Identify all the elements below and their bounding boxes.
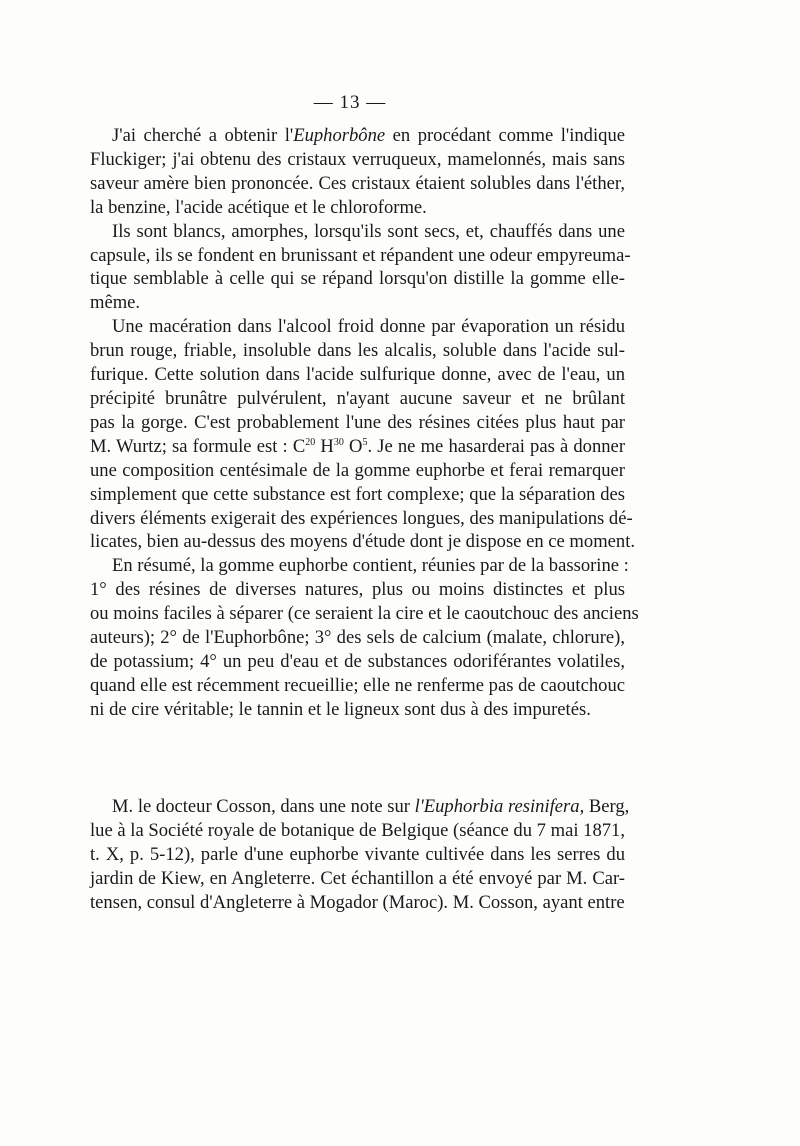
- text-line: auteurs); 2° de l'Euphorbône; 3° des sels de calcium (malate, chlorure),: [90, 627, 625, 649]
- text-line: brun rouge, friable, insoluble dans les alcalis, soluble dans l'acide sul-: [90, 340, 625, 362]
- text-line: M. Wurtz; sa formule est : $C^{20}$ $H^{30}$ $O^5$. Je ne me hasarderai pas à donner: [90, 435, 626, 457]
- text-line: ou moins faciles à séparer (ce seraient la cire et le caoutchouc des anciens: [90, 603, 639, 625]
- text-line: licates, bien au-dessus des moyens d'étude dont je dispose en ce moment.: [90, 531, 636, 553]
- text-line: capsule, ils se fondent en brunissant et répandent une odeur empyreuma-: [90, 244, 631, 266]
- paragraph: [90, 315, 636, 554]
- text-line: même.: [90, 292, 141, 314]
- text-block-top: [90, 124, 639, 722]
- paragraph: [90, 554, 639, 721]
- superscript: 20: [305, 436, 316, 448]
- text-line: Ils sont blancs, amorphes, lorsqu'ils sont secs, et, chauffés dans une: [112, 220, 625, 242]
- paragraph: [90, 124, 625, 220]
- page-number: — 13 —: [313, 92, 387, 113]
- text-line: 1° des résines de diverses natures, plus ou moins distinctes et plus: [90, 579, 625, 601]
- paragraph: [90, 795, 630, 915]
- text-line: de potassium; 4° un peu d'eau et de substances odoriférantes volatiles,: [90, 650, 625, 672]
- text-line: Une macération dans l'alcool froid donne par évaporation un résidu: [112, 316, 625, 338]
- text-line: simplement que cette substance est fort complexe; que la séparation des: [90, 483, 625, 505]
- text-line: tique semblable à celle qui se répand lorsqu'on distille la gomme elle-: [90, 268, 625, 290]
- text-block-bottom: [90, 795, 630, 915]
- text-line: En résumé, la gomme euphorbe contient, réunies par de la bassorine :: [112, 555, 629, 577]
- text-line: divers éléments exigerait des expériences longues, des manipulations dé-: [90, 507, 633, 529]
- text-line: Fluckiger; j'ai obtenu des cristaux verruqueux, mamelonnés, mais sans: [90, 148, 625, 170]
- text-line: jardin de Kiew, en Angleterre. Cet échantillon a été envoyé par M. Car-: [90, 867, 625, 889]
- text-line: furique. Cette solution dans l'acide sulfurique donne, avec de l'eau, un: [90, 364, 625, 386]
- text-line: M. le docteur Cosson, dans une note sur l'Euphorbia resinifera, Berg,: [112, 796, 630, 817]
- text-line: pas la gorge. C'est probablement l'une des résines citées plus haut par: [90, 411, 625, 433]
- text-line: ni de cire véritable; le tannin et le ligneux sont dus à des impuretés.: [90, 698, 591, 720]
- text-line: saveur amère bien prononcée. Ces cristaux étaient solubles dans l'éther,: [90, 172, 625, 194]
- text-line: une composition centésimale de la gomme euphorbe et ferai remarquer: [90, 459, 625, 481]
- text-line: t. X, p. 5-12), parle d'une euphorbe vivante cultivée dans les serres du: [90, 843, 625, 865]
- superscript: 30: [333, 436, 344, 448]
- superscript: 5: [362, 436, 368, 448]
- paragraph: [90, 220, 631, 316]
- text-line: lue à la Société royale de botanique de Belgique (séance du 7 mai 1871,: [90, 819, 625, 841]
- text-line: la benzine, l'acide acétique et le chloroforme.: [90, 196, 427, 218]
- text-line: précipité brunâtre pulvérulent, n'ayant aucune saveur et ne brûlant: [90, 387, 625, 409]
- text-line: quand elle est récemment recueillie; elle ne renferme pas de caoutchouc: [90, 674, 625, 696]
- text-line: tensen, consul d'Angleterre à Mogador (Maroc). M. Cosson, ayant entre: [90, 891, 625, 913]
- italic-text: l'Euphorbia resinifera: [414, 796, 580, 817]
- text-line: J'ai cherché a obtenir l'Euphorbône en procédant comme l'indique: [112, 125, 625, 146]
- italic-text: Euphorbône: [293, 125, 386, 146]
